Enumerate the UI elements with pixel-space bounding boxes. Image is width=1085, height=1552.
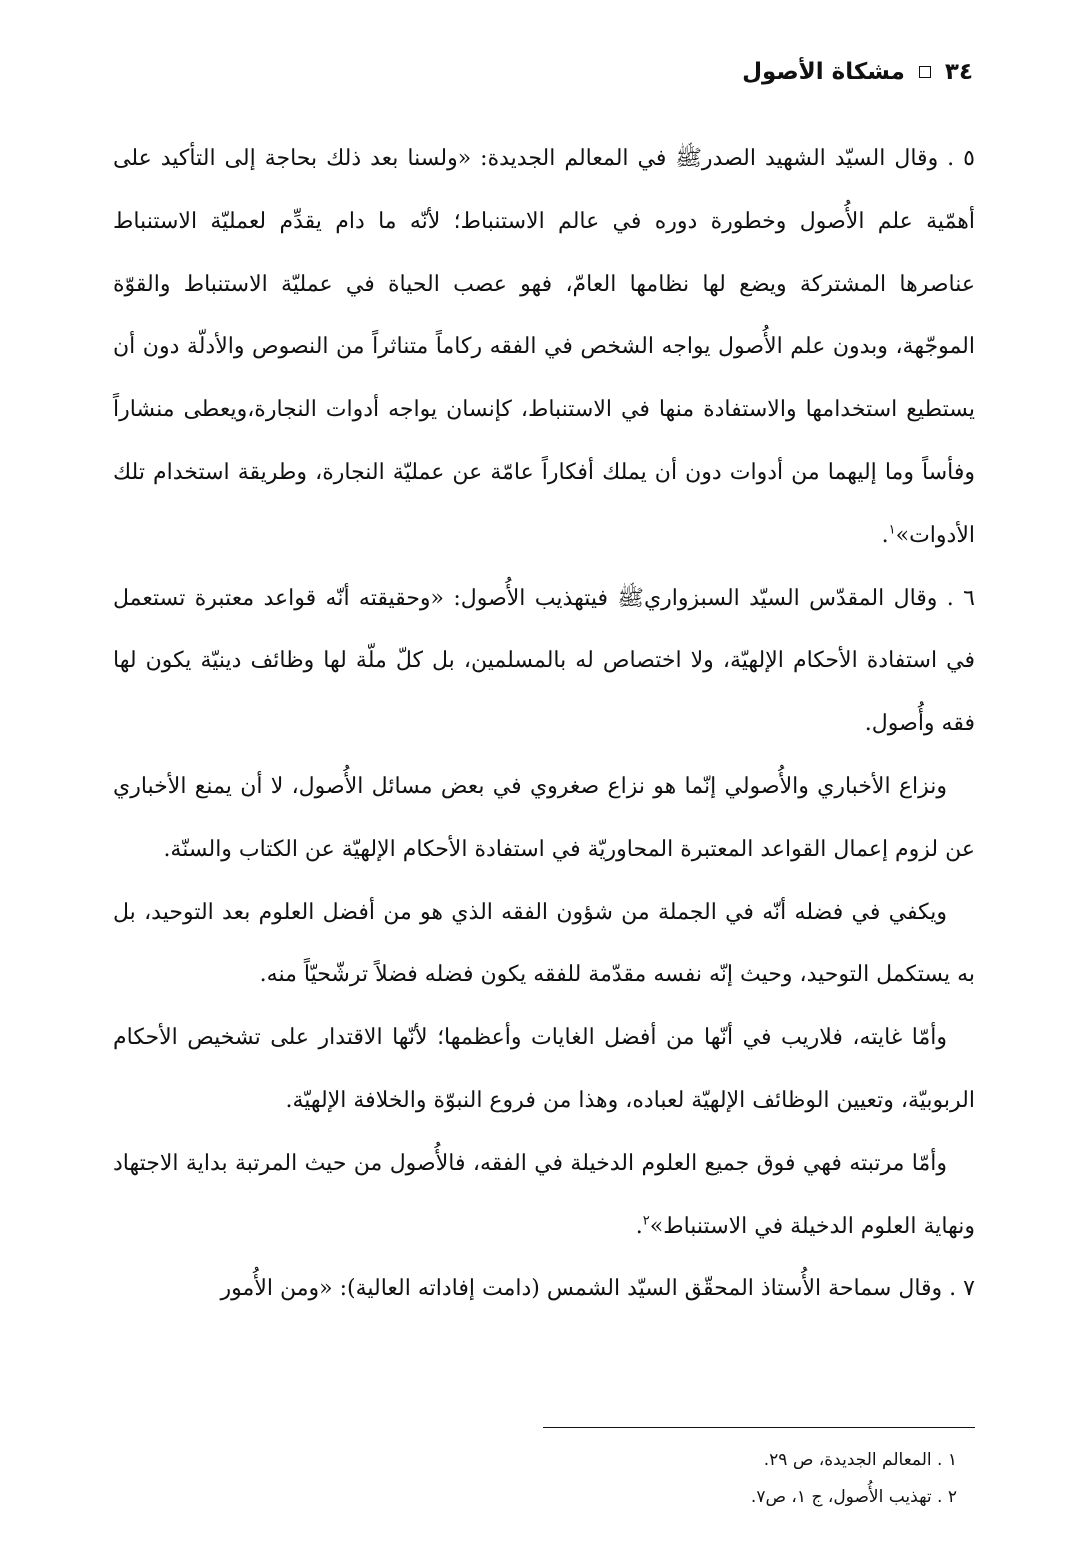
footnotes <box>317 1442 957 1516</box>
running-header <box>742 52 973 92</box>
paragraph-5: ٥ . وقال السيّد الشهيد الصدرﷺ في المعالم الجديدة: «ولسنا بعد ذلك بحاجة إلى التأكيد على أهمّية علم الأُصول وخطورة دوره في عالم الاستنباط؛ لأنّه ما دام يقدِّم لعمليّة الاستنباط عناصرها المشتركة ويضع لها نظامها العامّ، فهو عصب الحياة في عمليّة الاستنباط والقوّة الموجّهة، وبدون علم الأُصول يواجه الشخص في الفقه ركاماً متناثراً من النصوص والأدلّة دون أن يستطيع استخدامها والاستفادة منها في الاستنباط، كإنسان يواجه أدوات النجارة،ويعطى منشاراً وفأساً وما إليهما من أدوات دون أن يملك أفكاراً عامّة عن عمليّة النجارة، وطريقة استخدام تلك الأدوات»$^١$. <box>113 146 975 548</box>
footnote-ref-1[interactable]: ١ <box>888 522 896 538</box>
book-title: مشكاة الأصول <box>742 59 905 85</box>
main-text <box>113 128 975 1321</box>
footnote-2: ٢ . تهذيب الأُصول، ج ١، ص٧. <box>750 1487 957 1507</box>
paragraph-6-rank: وأمّا مرتبته فهي فوق جميع العلوم الدخيلة في الفقه، فالأُصول من حيث المرتبة بداية الاجتهاد ونهاية العلوم الدخيلة في الاستنباط»$^٢$. <box>113 1150 975 1239</box>
footnote-ref-2[interactable]: ٢ <box>642 1213 650 1229</box>
paragraph-6-virtue: ويكفي في فضله أنّه في الجملة من شؤون الفقه الذي هو من أفضل العلوم بعد التوحيد، بل به يستكمل التوحيد، وحيث إنّه نفسه مقدّمة للفقه يكون فضله فضلاً ترشّحيّاً منه. <box>113 899 975 988</box>
paragraph-6-purpose: وأمّا غايته، فلاريب في أنّها من أفضل الغايات وأعظمها؛ لأنّها الاقتدار على تشخيص الأحكام الربوبيّة، وتعيين الوظائف الإلهيّة لعباده، وهذا من فروع النبوّة والخلافة الإلهيّة. <box>113 1025 975 1113</box>
paragraph-7: ٧ . وقال سماحة الأُستاذ المحقّق السيّد الشمس (دامت إفاداته العالية): «ومن الأُمور <box>220 1276 975 1302</box>
paragraph-6-dispute: ونزاع الأخباري والأُصولي إنّما هو نزاع صغروي في بعض مسائل الأُصول، لا أن يمنع الأخباري عن لزوم إعمال القواعد المعتبرة المحاوريّة في استفادة الأحكام الإلهيّة عن الكتاب والسنّة. <box>113 773 975 862</box>
header-separator-square <box>919 66 931 78</box>
page-number: ٣٤ <box>944 59 973 85</box>
footnote-divider <box>543 1427 975 1428</box>
paragraph-6: ٦ . وقال المقدّس السيّد السبزواريﷺ فيتهذيب الأُصول: «وحقيقته أنّه قواعد معتبرة تستعمل في استفادة الأحكام الإلهيّة، ولا اختصاص له بالمسلمين، بل كلّ ملّة لها وظائف دينيّة يكون لها فقه وأُصول. <box>113 585 975 737</box>
footnote-1: ١ . المعالم الجديدة، ص ٢٩. <box>763 1450 957 1470</box>
